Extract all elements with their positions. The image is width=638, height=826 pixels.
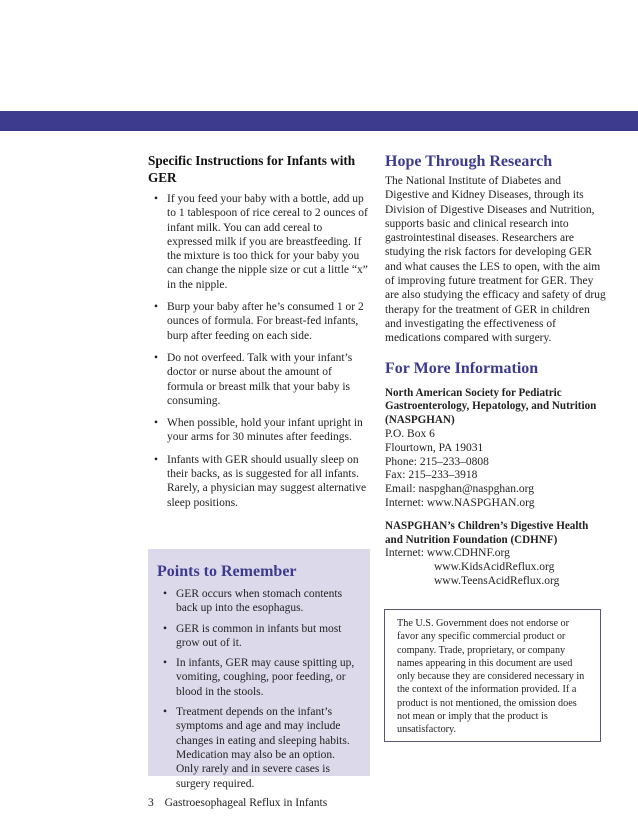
disclaimer-text: The U.S. Government does not endorse or favor any specific commercial product or company. Trade, proprietary, or company names appearing in this document are used only because they are considered necessary in the context of the information provided. If a product is not mentioned, the omission does not mean or imply that the product is unsatisfactory. bbox=[397, 618, 585, 736]
list-item bbox=[157, 656, 360, 699]
bullet-icon: • bbox=[154, 453, 159, 466]
bullet-icon: • bbox=[163, 588, 168, 600]
points-list bbox=[157, 587, 360, 791]
list-item-text: Infants with GER should usually sleep on their backs, as is suggested for all infants. Rarely, a physician may suggest alternative sleep positions. bbox=[167, 453, 367, 509]
fax-line: Fax: 215–233–3918 bbox=[385, 469, 478, 482]
page-footer bbox=[148, 796, 327, 810]
instructions-list bbox=[148, 192, 370, 510]
list-item bbox=[148, 453, 370, 510]
bullet-icon: • bbox=[163, 706, 168, 719]
list-item bbox=[148, 416, 370, 445]
research-paragraph: The National Institute of Diabetes and Digestive and Kidney Diseases, through its Division of Digestive Diseases and Nutrition, supports basic and clinical research into gastrointestinal diseases. Researchers are studying the risk factors for developing GER and what causes the LES to open, with the aim of improving future treatment for GER. They are also studying the efficacy and safety of drug therapy for the treatment of GER in children and investigating the effectiveness of medications compared with surgery. bbox=[385, 175, 606, 345]
list-item-text: If you feed your baby with a bottle, add up to 1 tablespoon of rice cereal to 2 ounces of infant milk. You can add cereal to expressed milk if you are breastfeeding. If the mixture is too thick for your baby you can change the nipple size or cut a little “x” in the nipple. bbox=[167, 193, 368, 291]
research-heading: Hope Through Research bbox=[385, 153, 553, 170]
more-info-heading: For More Information bbox=[385, 359, 539, 377]
cdhnf-contact bbox=[385, 547, 607, 588]
address-line: Flourtown, PA 19031 bbox=[385, 441, 484, 454]
list-item-text: GER occurs when stomach contents back up into the esophagus. bbox=[176, 588, 343, 615]
instructions-heading: Specific Instructions for Infants with GER bbox=[148, 153, 356, 185]
right-column bbox=[385, 152, 607, 589]
list-item-text: Treatment depends on the infant’s symptoms and age and may include changes in eating and sleeping habits. Medication may also be an option. Only rarely and in severe cases is surgery required. bbox=[176, 706, 350, 790]
page-number: 3 bbox=[148, 797, 154, 809]
bullet-icon: • bbox=[163, 657, 168, 670]
left-column bbox=[148, 152, 370, 518]
list-item-text: When possible, hold your infant upright in your arms for 30 minutes after feedings. bbox=[167, 417, 363, 444]
list-item-text: Burp your baby after he’s consumed 1 or 2 ounces of formula. For breast-fed infants, burp after feeding on each side. bbox=[167, 301, 364, 342]
website-link[interactable]: Internet: www.CDHNF.org bbox=[385, 547, 510, 560]
header-bar bbox=[0, 111, 638, 131]
website-link[interactable]: www.TeensAcidReflux.org bbox=[434, 574, 560, 587]
bullet-icon: • bbox=[163, 622, 168, 635]
list-item bbox=[148, 300, 370, 343]
points-to-remember-box bbox=[148, 549, 370, 790]
disclaimer-box bbox=[384, 609, 601, 742]
list-item-text: GER is common in infants but most grow out of it. bbox=[176, 622, 342, 649]
list-item bbox=[157, 622, 360, 651]
list-item bbox=[148, 192, 370, 292]
footer-title: Gastroesophageal Reflux in Infants bbox=[164, 797, 328, 809]
website-link[interactable]: Internet: www.NASPGHAN.org bbox=[385, 496, 535, 509]
naspghan-contact bbox=[385, 428, 607, 511]
list-item-text: In infants, GER may cause spitting up, vomiting, coughing, poor feeding, or blood in the stools. bbox=[176, 657, 355, 698]
bullet-icon: • bbox=[154, 193, 159, 205]
cdhnf-name: NASPGHAN’s Children’s Digestive Health and Nutrition Foundation (CDHNF) bbox=[385, 519, 589, 546]
bullet-icon: • bbox=[154, 417, 159, 430]
bullet-icon: • bbox=[154, 301, 159, 314]
list-item bbox=[157, 587, 360, 616]
bullet-icon: • bbox=[154, 351, 159, 364]
list-item-text: Do not overfeed. Talk with your infant’s doctor or nurse about the amount of formula or breast milk that your baby is consuming. bbox=[167, 351, 353, 407]
address-line: P.O. Box 6 bbox=[385, 427, 435, 440]
list-item bbox=[157, 705, 360, 791]
points-heading: Points to Remember bbox=[157, 563, 297, 580]
website-link[interactable]: www.KidsAcidReflux.org bbox=[434, 561, 555, 574]
list-item bbox=[148, 351, 370, 408]
phone-line: Phone: 215–233–0808 bbox=[385, 455, 489, 468]
email-link[interactable]: Email: naspghan@naspghan.org bbox=[385, 483, 534, 496]
naspghan-name: North American Society for Pediatric Gastroenterology, Hepatology, and Nutrition (NASPGHAN) bbox=[385, 386, 597, 427]
